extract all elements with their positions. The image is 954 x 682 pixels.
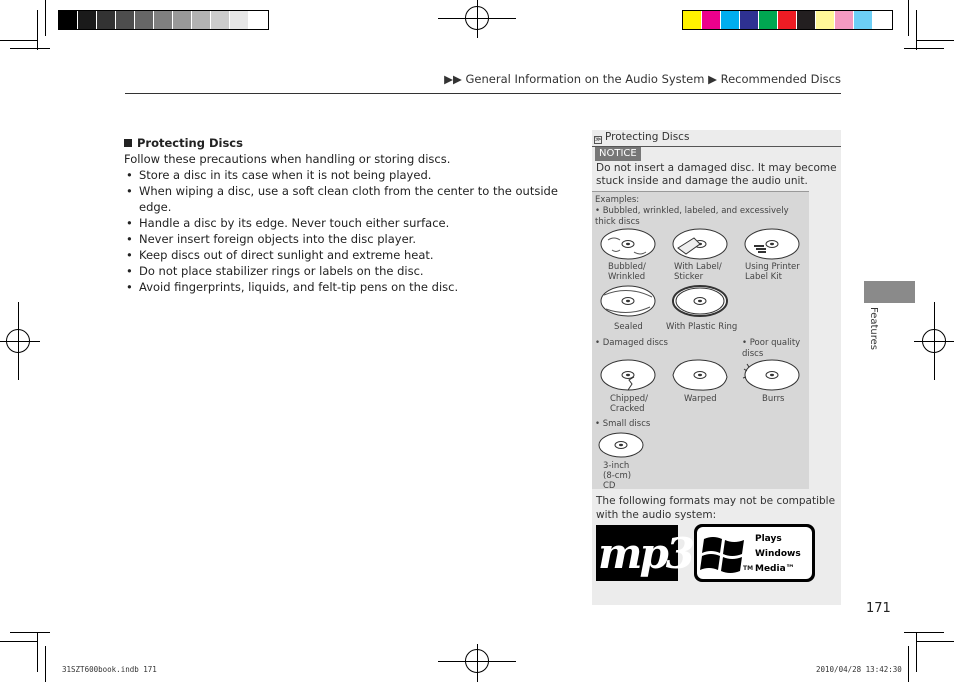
- printer-kit-text: Using Printer Label Kit: [745, 262, 800, 282]
- label-sticker-text: With Label/ Sticker: [674, 262, 722, 282]
- printer-label-disc-icon: [744, 228, 800, 260]
- slug-timestamp: 2010/04/28 13:42:30: [816, 665, 902, 674]
- list-item: • Never insert foreign objects into the disc player.: [124, 231, 574, 247]
- main-content: [124, 135, 574, 295]
- list-item: • Avoid fingerprints, liquids, and felt-tip pens on the disc.: [124, 279, 574, 295]
- color-swatch: [721, 11, 740, 29]
- color-swatch: [797, 11, 816, 29]
- color-swatch: [154, 11, 173, 29]
- list-item: • Handle a disc by its edge. Never touch either surface.: [124, 215, 574, 231]
- color-swatch: [854, 11, 873, 29]
- small-disc-text: 3-inch (8-cm) CD: [603, 461, 632, 491]
- gray-swatch-bar: [58, 10, 269, 30]
- group-small-label: • Small discs: [595, 419, 651, 429]
- notice-text: Do not insert a damaged disc. It may become stuck inside and damage the audio unit.: [596, 162, 837, 187]
- header-rule: [125, 93, 841, 94]
- sidebar-title: Protecting Discs: [605, 131, 690, 143]
- group-poor-quality-label: • Poor quality discs: [742, 338, 801, 359]
- windows-media-logo-inner: [697, 527, 812, 579]
- windows-media-media: Media™: [755, 564, 795, 574]
- bubbled-disc-icon: [600, 228, 656, 260]
- bubbled-label-text: Bubbled/ Wrinkled: [608, 262, 646, 282]
- color-swatch: [778, 11, 797, 29]
- windows-media-plays: Plays: [755, 534, 782, 544]
- breadcrumb-page: Recommended Discs: [720, 72, 841, 86]
- burrs-disc-icon: [744, 359, 800, 391]
- label-sticker-label: [674, 262, 728, 282]
- sealed-label: Sealed: [614, 322, 643, 332]
- windows-media-text: [755, 532, 801, 577]
- precaution-list: [124, 167, 574, 295]
- small-disc-icon: [598, 432, 644, 458]
- chapter-tab: [864, 281, 915, 303]
- color-swatch: [816, 11, 835, 29]
- chapter-label-text: Features: [868, 307, 879, 350]
- chipped-label-text: Chipped/ Cracked: [610, 394, 648, 414]
- color-swatch: [97, 11, 116, 29]
- breadcrumb: [125, 72, 841, 86]
- color-swatch: [249, 11, 268, 29]
- chapter-label: [866, 307, 880, 357]
- examples-panel: [592, 191, 809, 489]
- labeled-disc-icon: [672, 228, 728, 260]
- mp3-logo: [596, 525, 693, 581]
- color-swatch: [78, 11, 97, 29]
- color-swatch: [740, 11, 759, 29]
- sealed-disc-icon: [600, 285, 656, 317]
- mp3-logo-text: mp3: [598, 529, 693, 578]
- color-swatch: [116, 11, 135, 29]
- printer-kit-label: [745, 262, 805, 282]
- windows-media-tm: TM: [743, 565, 754, 572]
- slug-file: 31SZT600book.indb 171: [62, 665, 157, 674]
- breadcrumb-separator: ▶: [708, 72, 717, 86]
- burrs-label: Burrs: [762, 394, 785, 404]
- breadcrumb-marker: ▶▶: [444, 72, 462, 86]
- color-swatch: [702, 11, 721, 29]
- warped-disc-icon: [672, 359, 728, 391]
- color-swatch: [59, 11, 78, 29]
- windows-media-logo: [694, 524, 815, 582]
- windows-flag-icon: [702, 533, 746, 573]
- plastic-ring-disc-icon: [672, 285, 728, 317]
- square-bullet-icon: [124, 139, 132, 147]
- small-disc-label: [603, 461, 633, 491]
- chipped-disc-icon: [600, 359, 656, 391]
- color-swatch: [135, 11, 154, 29]
- group-damaged-label: • Damaged discs: [595, 338, 668, 348]
- list-item: • Keep discs out of direct sunlight and extreme heat.: [124, 247, 574, 263]
- color-swatch: [683, 11, 702, 29]
- color-swatch: [192, 11, 211, 29]
- color-swatch: [873, 11, 892, 29]
- plastic-ring-label: With Plastic Ring: [666, 322, 738, 332]
- examples-label: Examples:: [595, 195, 640, 205]
- section-intro: Follow these precautions when handling or storing discs.: [124, 152, 451, 166]
- list-item: • Store a disc in its case when it is not being played.: [124, 167, 574, 183]
- page-number: 171: [866, 601, 891, 616]
- color-swatch-bar: [682, 10, 893, 30]
- color-swatch: [211, 11, 230, 29]
- section-title-text: Protecting Discs: [137, 136, 243, 150]
- group-bubbled-label: • Bubbled, wrinkled, labeled, and excessively thick discs: [595, 206, 789, 227]
- list-item: • When wiping a disc, use a soft clean cloth from the center to the outside edge.: [124, 183, 574, 215]
- breadcrumb-section: General Information on the Audio System: [465, 72, 705, 86]
- section-heading: [124, 135, 574, 151]
- warped-label: Warped: [684, 394, 717, 404]
- color-swatch: [759, 11, 778, 29]
- notice-badge: NOTICE: [595, 147, 641, 161]
- formats-note: The following formats may not be compatible with the audio system:: [596, 495, 836, 521]
- color-swatch: [230, 11, 249, 29]
- windows-media-windows: Windows: [755, 549, 801, 559]
- color-swatch: [173, 11, 192, 29]
- list-item: • Do not place stabilizer rings or labels on the disc.: [124, 263, 574, 279]
- sidebar-heading: [594, 131, 689, 144]
- sidebar-note: [592, 130, 841, 605]
- chipped-label: [610, 394, 654, 414]
- bubbled-label: [608, 262, 652, 282]
- color-swatch: [835, 11, 854, 29]
- note-arrow-icon: ≫: [595, 136, 602, 143]
